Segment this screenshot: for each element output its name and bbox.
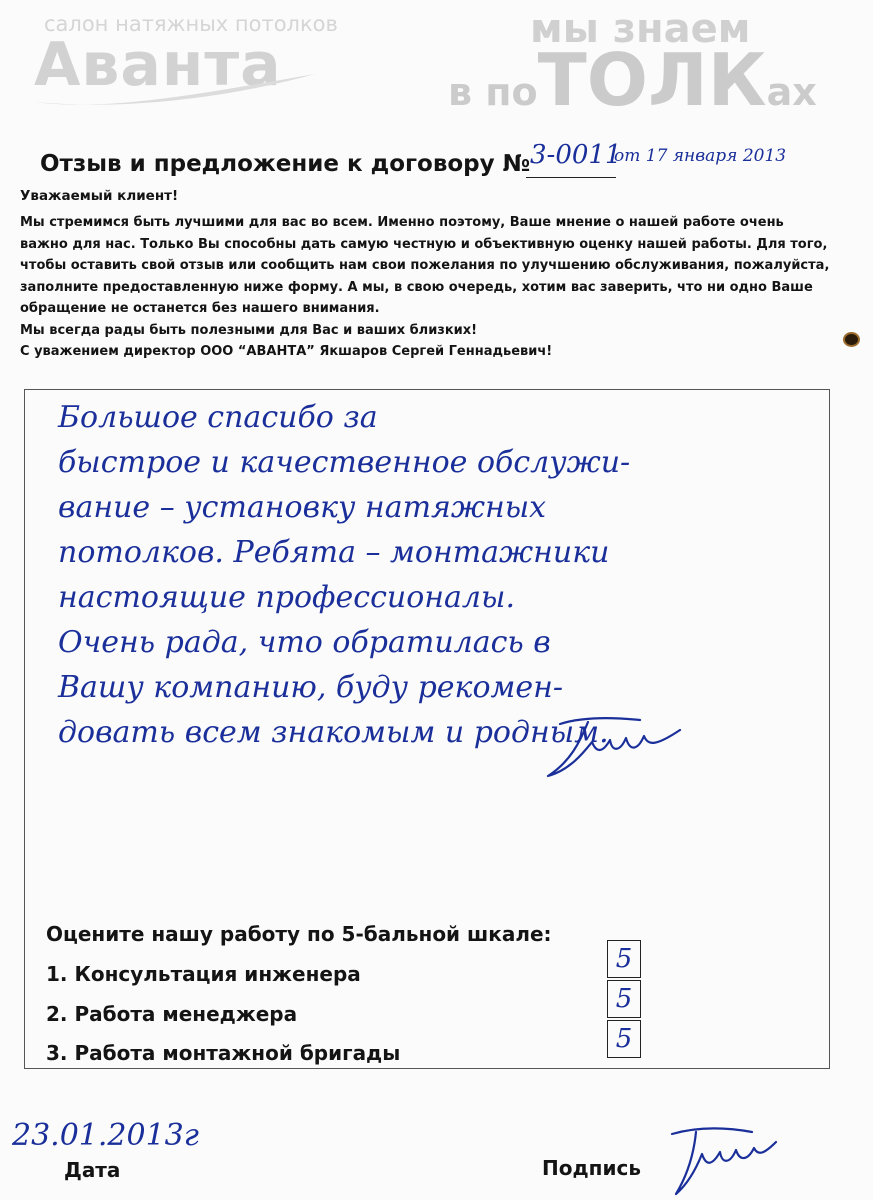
feedback-line: довать всем знакомым и родным.	[58, 715, 609, 750]
contract-number-handwritten: 3-0011	[530, 140, 622, 170]
ink-stain	[843, 332, 860, 347]
feedback-line: вание – установку натяжных	[58, 490, 547, 525]
feedback-line: потолков. Ребята – монтажники	[58, 535, 610, 570]
logo-subtitle: салон натяжных потолков	[44, 12, 338, 36]
slogan-line1: мы знаем	[530, 6, 751, 52]
feedback-line: Большое спасибо за	[58, 400, 378, 435]
date-label: Дата	[64, 1158, 121, 1182]
slogan-line2	[448, 38, 817, 122]
footer-signature-icon	[660, 1122, 780, 1198]
score-engineer[interactable]: 5	[607, 940, 641, 978]
feedback-line: Очень рада, что обратилась в	[58, 625, 551, 660]
signature-label: Подпись	[542, 1156, 641, 1180]
feedback-line: настоящие профессионалы.	[58, 580, 515, 615]
rating-item-crew: 3. Работа монтажной бригады	[46, 1041, 401, 1065]
feedback-handwritten	[58, 395, 828, 755]
intro-paragraph: Мы стремимся быть лучшими для вас во всем. Именно поэтому, Ваше мнение о нашей работе очень важно для нас. Только Вы способны дать самую честную и объективную оценку нашей работы. Для того, чтобы оставить свой отзыв или сообщить нам свои пожелания по улучшению обслуживания, пожалуйста, заполните предоставленную ниже форму. А мы, в свою очередь, хотим вас заверить, что ни одно Ваше обращение не останется без нашего внимания.	[20, 215, 830, 316]
logo-swoosh-icon	[30, 72, 320, 112]
intro-text	[20, 212, 835, 363]
rating-item-engineer: 1. Консультация инженера	[46, 962, 361, 986]
intro-line-2: Мы всегда рады быть полезными для Вас и ваших близких!	[20, 322, 478, 338]
feedback-line: быстрое и качественное обслужи-	[58, 445, 631, 480]
score-crew[interactable]: 5	[607, 1020, 641, 1058]
form-title: Отзыв и предложение к договору №	[40, 151, 531, 177]
client-signature-icon	[540, 712, 690, 782]
date-handwritten: 23.01.2013г	[12, 1118, 199, 1153]
slogan-prefix: в по	[448, 70, 538, 114]
slogan-big: ТОЛК	[537, 38, 767, 122]
contract-number-line	[526, 177, 616, 178]
slogan-suffix: ах	[766, 70, 817, 114]
contract-date-handwritten: от 17 января 2013	[614, 146, 787, 166]
score-manager[interactable]: 5	[607, 980, 641, 1018]
greeting: Уважаемый клиент!	[20, 188, 179, 204]
intro-line-3: С уважением директор ООО “АВАНТА” Якшаров Сергей Геннадьевич!	[20, 344, 553, 359]
rating-item-manager: 2. Работа менеджера	[46, 1002, 298, 1026]
logo-name: Аванта	[34, 30, 282, 100]
feedback-line: Вашу компанию, буду рекомен-	[58, 670, 564, 705]
rating-title: Оцените нашу работу по 5-бальной шкале:	[46, 922, 552, 946]
